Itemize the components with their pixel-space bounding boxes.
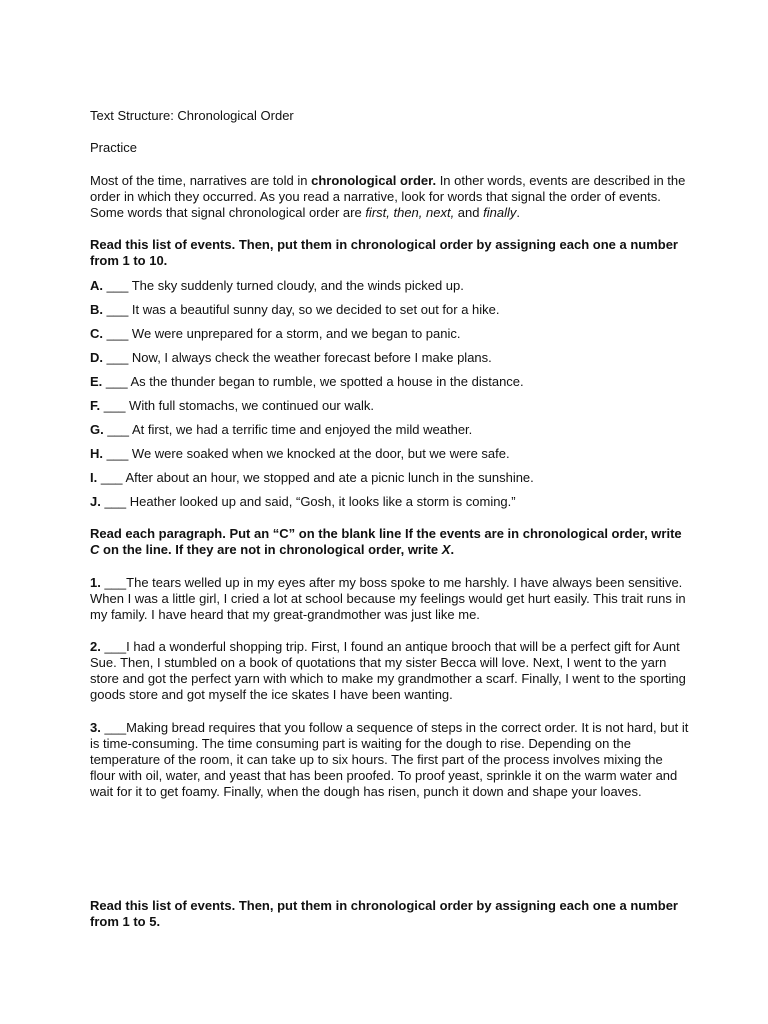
event-text: After about an hour, we stopped and ate a picnic lunch in the sunshine. xyxy=(125,470,534,485)
event-item xyxy=(90,398,690,422)
event-text: We were soaked when we knocked at the door, but we were safe. xyxy=(131,446,510,461)
event-item xyxy=(90,446,690,470)
answer-blank: ___ xyxy=(100,720,127,735)
event-text: As the thunder began to rumble, we spotted a house in the distance. xyxy=(130,374,524,389)
instruction-2-end: . xyxy=(450,542,455,557)
answer-blank: ___ xyxy=(103,302,132,317)
event-item xyxy=(90,422,690,446)
event-text: It was a beautiful sunny day, so we decided to set out for a hike. xyxy=(131,302,500,317)
practice-paragraph xyxy=(90,639,690,703)
event-item xyxy=(90,350,690,374)
instruction-2-text-b: on the line. If they are not in chronological order, write xyxy=(99,542,442,557)
event-item xyxy=(90,278,690,302)
event-list xyxy=(90,278,690,518)
intro-paragraph xyxy=(90,173,690,221)
instruction-2-text-a: Read each paragraph. Put an “C” on the blank line If the events are in chronological order, write xyxy=(90,526,682,541)
event-text: The sky suddenly turned cloudy, and the winds picked up. xyxy=(131,278,464,293)
instruction-2 xyxy=(90,526,690,558)
event-item xyxy=(90,494,690,518)
event-letter: F. xyxy=(90,398,101,413)
event-letter: C. xyxy=(90,326,103,341)
event-letter: B. xyxy=(90,302,103,317)
instruction-1: Read this list of events. Then, put them in chronological order by assigning each one a number from 1 to 10. xyxy=(90,237,678,268)
answer-blank: ___ xyxy=(100,398,130,413)
practice-paragraph xyxy=(90,720,690,800)
event-text: Now, I always check the weather forecast before I make plans. xyxy=(131,350,492,365)
intro-text-4: . xyxy=(516,205,520,220)
section-subtitle: Practice xyxy=(90,140,137,155)
event-letter: H. xyxy=(90,446,103,461)
instruction-3: Read this list of events. Then, put them in chronological order by assigning each one a number from 1 to 5. xyxy=(90,898,678,929)
intro-text-2: In other words, events are described in the order in which they occurred. As you read a narrative, look for words that signal the order of events. Some words that signal chronological order are xyxy=(90,173,686,220)
event-text: We were unprepared for a storm, and we began to panic. xyxy=(131,326,461,341)
answer-blank: ___ xyxy=(103,326,132,341)
answer-blank: ___ xyxy=(97,470,126,485)
intro-italic-finally: finally xyxy=(483,205,517,220)
answer-blank: ___ xyxy=(100,494,130,509)
event-item xyxy=(90,374,690,398)
event-item xyxy=(90,326,690,350)
event-letter: D. xyxy=(90,350,103,365)
page-title: Text Structure: Chronological Order xyxy=(90,108,294,123)
event-text: At first, we had a terrific time and enjoyed the mild weather. xyxy=(131,422,473,437)
event-letter: A. xyxy=(90,278,103,293)
paragraph-text: The tears welled up in my eyes after my boss spoke to me harshly. I have always been sensitive. When I was a little girl, I cried a lot at school because my feelings would get hurt easily. This trait runs in my family. I have heard that my great-grandmother was just like me. xyxy=(90,575,686,622)
event-text: Heather looked up and said, “Gosh, it looks like a storm is coming.” xyxy=(129,494,516,509)
instruction-2-x: X xyxy=(441,542,451,557)
instruction-2-c: C xyxy=(90,542,100,557)
intro-italic-words: first, then, next, xyxy=(365,205,455,220)
intro-bold-term: chronological order. xyxy=(311,173,437,188)
answer-blank: ___ xyxy=(100,575,127,590)
event-item xyxy=(90,470,690,494)
answer-blank: ___ xyxy=(103,446,132,461)
event-letter: J. xyxy=(90,494,101,509)
event-letter: E. xyxy=(90,374,103,389)
answer-blank: ___ xyxy=(103,278,132,293)
answer-blank: ___ xyxy=(100,639,127,654)
event-letter: I. xyxy=(90,470,98,485)
event-text: With full stomachs, we continued our walk. xyxy=(129,398,374,413)
paragraph-text: I had a wonderful shopping trip. First, I found an antique brooch that will be a perfect gift for Aunt Sue. Then, I stumbled on a book of quotations that my sister Becca will love. Next, I went to the yarn store and got the perfect yarn with which to make my grandmother a scarf. Finally, I went to the sporting goods store and got myself the ice skates I have been wanting. xyxy=(90,639,686,702)
answer-blank: ___ xyxy=(103,350,132,365)
paragraph-number: 1. xyxy=(90,575,101,590)
practice-paragraph xyxy=(90,575,690,623)
event-letter: G. xyxy=(90,422,104,437)
paragraph-number: 3. xyxy=(90,720,101,735)
intro-text-3: and xyxy=(454,205,484,220)
paragraph-text: Making bread requires that you follow a sequence of steps in the correct order. It is not hard, but it is time-consuming. The time consuming part is waiting for the dough to rise. Depending on the temperature of the room, it can take up to six hours. The first part of the process involves mixing the flour with oil, water, and yeast that has been proofed. To proof yeast, sprinkle it on the warm water and wait for it to get foamy. Finally, when the dough has risen, punch it down and shape your loaves. xyxy=(90,720,689,799)
intro-text-1: Most of the time, narratives are told in xyxy=(90,173,312,188)
answer-blank: ___ xyxy=(103,422,132,437)
event-item xyxy=(90,302,690,326)
paragraph-number: 2. xyxy=(90,639,101,654)
answer-blank: ___ xyxy=(102,374,131,389)
